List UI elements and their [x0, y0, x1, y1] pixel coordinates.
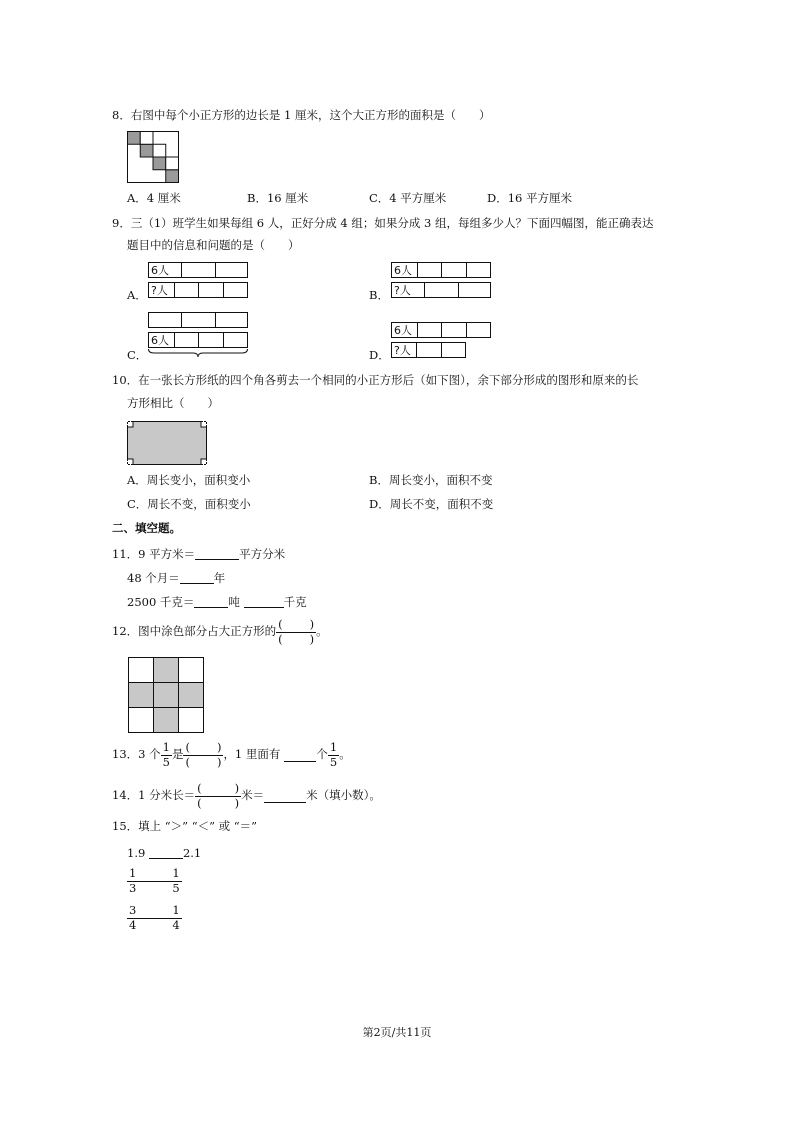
q14-answer-fraction[interactable] — [195, 783, 241, 809]
fraction-left — [127, 868, 138, 894]
q12-line — [112, 615, 328, 649]
q11-blank-1[interactable] — [195, 547, 239, 560]
q9-c-bar-bottom — [148, 332, 248, 348]
q13-is: 是 — [171, 747, 184, 762]
q10-option-b[interactable]: B．周长变小，面积不变 — [369, 473, 493, 487]
fraction-numerator-blank[interactable] — [276, 619, 316, 632]
bar-cell — [441, 263, 466, 277]
q9-a-bar-top — [148, 262, 248, 278]
q13-pre: 13．3 个 — [112, 747, 161, 762]
q13-mid: ，1 里面有 — [223, 747, 281, 762]
bar-cell — [174, 333, 199, 347]
q11-line1-post: 平方分米 — [239, 547, 286, 561]
bar-cell — [466, 263, 491, 277]
q14-mid: 米＝ — [241, 788, 265, 803]
bar-cell — [458, 283, 490, 297]
fraction-left — [127, 905, 138, 931]
fraction-denominator: 5 — [162, 754, 170, 769]
bar-cell — [441, 343, 465, 357]
q14-pre: 14．1 分米长＝ — [112, 788, 196, 803]
bar-cell — [441, 323, 466, 337]
q11-line3 — [127, 595, 307, 609]
grid-cell-shaded — [179, 683, 204, 708]
grid-cell-shaded — [154, 708, 179, 733]
fraction-one-fifth — [328, 742, 339, 768]
q9-option-c-letter[interactable]: C． — [127, 348, 148, 362]
q13-blank[interactable] — [284, 749, 316, 762]
fraction-numerator: 1 — [172, 866, 180, 880]
bar-cell — [417, 263, 442, 277]
fraction-numerator: 1 — [129, 866, 137, 880]
q13-end: 。 — [339, 747, 351, 762]
q11-line2-pre: 48 个月＝ — [127, 571, 180, 585]
fraction-right — [170, 905, 181, 931]
grid-cell-shaded — [129, 683, 154, 708]
q10-option-a[interactable]: A．周长变小，面积变小 — [127, 473, 251, 487]
q10-option-d[interactable]: D．周长不变，面积不变 — [369, 497, 494, 511]
q12-end: 。 — [316, 624, 328, 639]
q13-answer-fraction[interactable] — [183, 742, 223, 768]
q15-row2 — [127, 866, 182, 896]
bar-cell — [215, 313, 247, 327]
fraction-denominator-blank[interactable] — [183, 755, 223, 769]
q9-b-bar-bottom — [391, 282, 491, 298]
bar-cell — [198, 333, 223, 347]
q15-row1-left: 1.9 — [127, 846, 146, 860]
grid-cell — [179, 708, 204, 733]
q15-row2-blank[interactable] — [138, 881, 170, 882]
fraction-numerator: 1 — [172, 903, 180, 917]
fraction-numerator: 1 — [162, 740, 170, 754]
q9-d-bar-top — [391, 322, 491, 338]
q15-row3 — [127, 903, 182, 933]
q8-staircase-figure — [127, 131, 179, 183]
fraction-denominator: 5 — [172, 880, 180, 895]
bar-cell — [215, 263, 247, 277]
q10-stem-line2: 方形相比（ ） — [127, 396, 219, 410]
grid-cell-shaded — [154, 683, 179, 708]
q15-row1 — [127, 846, 201, 860]
q11-line1 — [112, 547, 285, 561]
q11-blank-4[interactable] — [244, 595, 284, 608]
fraction-numerator-blank[interactable] — [195, 783, 241, 796]
bar-cell — [223, 283, 248, 297]
grid-cell — [179, 658, 204, 683]
q8-option-d[interactable]: D．16 平方厘米 — [487, 191, 573, 205]
bar-cell — [198, 283, 223, 297]
q9-b-bar-top — [391, 262, 491, 278]
q10-cut-rectangle-figure — [127, 421, 207, 465]
fraction-one-fifth — [161, 742, 172, 768]
q8-option-a[interactable]: A．4 厘米 — [127, 191, 181, 205]
q12-stem: 12．图中涂色部分占大正方形的 — [112, 624, 277, 639]
fraction-numerator-blank[interactable] — [183, 742, 223, 755]
bar-label: 6人 — [151, 264, 169, 277]
bar-label: ?人 — [394, 344, 411, 357]
fraction-denominator-blank[interactable] — [195, 796, 241, 810]
q9-option-a-letter[interactable]: A． — [127, 288, 147, 302]
bar-cell — [416, 343, 440, 357]
page-number-footer: 第2页/共11页 — [362, 1026, 432, 1039]
bar-label: 6人 — [151, 334, 169, 347]
q9-a-bar-bottom — [148, 282, 248, 298]
q11-line3-post: 千克 — [283, 595, 307, 609]
q13-line — [112, 738, 351, 772]
q10-stem-line1: 10．在一张长方形纸的四个角各剪去一个相同的小正方形后（如下图），余下部分形成的图形和原来的长 — [112, 373, 639, 387]
q11-line2 — [127, 571, 225, 585]
q9-c-brace — [148, 349, 248, 359]
grid-cell — [129, 708, 154, 733]
q10-option-c[interactable]: C．周长不变，面积变小 — [127, 497, 251, 511]
q15-row3-blank[interactable] — [138, 918, 170, 919]
q14-line — [112, 779, 381, 813]
fraction-denominator: 4 — [172, 917, 180, 932]
q8-option-b[interactable]: B．16 厘米 — [247, 191, 309, 205]
q9-stem-line2: 题目中的信息和问题的是（ ） — [127, 238, 300, 252]
q15-row1-right: 2.1 — [182, 846, 202, 860]
bar-cell — [424, 283, 457, 297]
bar-cell — [181, 313, 214, 327]
fraction-denominator: 4 — [129, 917, 137, 932]
q15-stem: 15．填上 “＞” “＜” 或 “＝” — [112, 819, 258, 833]
fraction-denominator: 5 — [329, 754, 338, 769]
q14-blank[interactable] — [264, 790, 306, 803]
fraction-denominator: 3 — [129, 880, 137, 895]
q12-answer-fraction[interactable] — [276, 619, 316, 645]
q9-c-bar-top — [148, 312, 248, 328]
q9-stem-line1: 9．三（1）班学生如果每组 6 人，正好分成 4 组；如果分成 3 组，每组多少人？下面四幅图，能正确表达 — [112, 216, 654, 230]
fraction-numerator: 1 — [329, 740, 338, 754]
q11-line3-pre: 2500 千克＝ — [127, 595, 195, 609]
q13-ge: 个 — [316, 747, 328, 762]
q12-shaded-grid-figure — [128, 657, 204, 733]
q9-option-d-letter[interactable]: D． — [369, 348, 390, 362]
grid-cell-shaded — [154, 658, 179, 683]
q11-line3-mid: 吨 — [228, 595, 240, 609]
q8-option-c[interactable]: C．4 平方厘米 — [369, 191, 447, 205]
bar-label: ?人 — [394, 284, 411, 297]
bar-label: 6人 — [394, 324, 412, 337]
q9-option-b-letter[interactable]: B． — [369, 288, 389, 302]
fraction-denominator-blank[interactable] — [276, 632, 316, 646]
bar-cell — [149, 313, 181, 327]
section-title-fill-in: 二、填空题。 — [112, 521, 181, 535]
bar-cell — [466, 323, 491, 337]
q11-blank-2[interactable] — [180, 571, 214, 584]
grid-cell — [129, 658, 154, 683]
q11-blank-3[interactable] — [194, 595, 228, 608]
q11-line2-post: 年 — [213, 571, 226, 585]
bar-label: ?人 — [151, 284, 168, 297]
bar-cell — [181, 263, 214, 277]
q11-line1-pre: 11．9 平方米＝ — [112, 547, 196, 561]
q15-row1-blank[interactable] — [149, 846, 183, 859]
bar-cell — [223, 333, 248, 347]
q9-d-bar-bottom — [391, 342, 466, 358]
fraction-right — [170, 868, 181, 894]
fraction-numerator: 3 — [129, 903, 137, 917]
q8-stem: 8．右图中每个小正方形的边长是 1 厘米，这个大正方形的面积是（ ） — [112, 108, 491, 122]
bar-label: 6人 — [394, 264, 412, 277]
bar-cell — [174, 283, 199, 297]
bar-cell — [417, 323, 442, 337]
q14-post: 米（填小数）。 — [306, 788, 381, 803]
